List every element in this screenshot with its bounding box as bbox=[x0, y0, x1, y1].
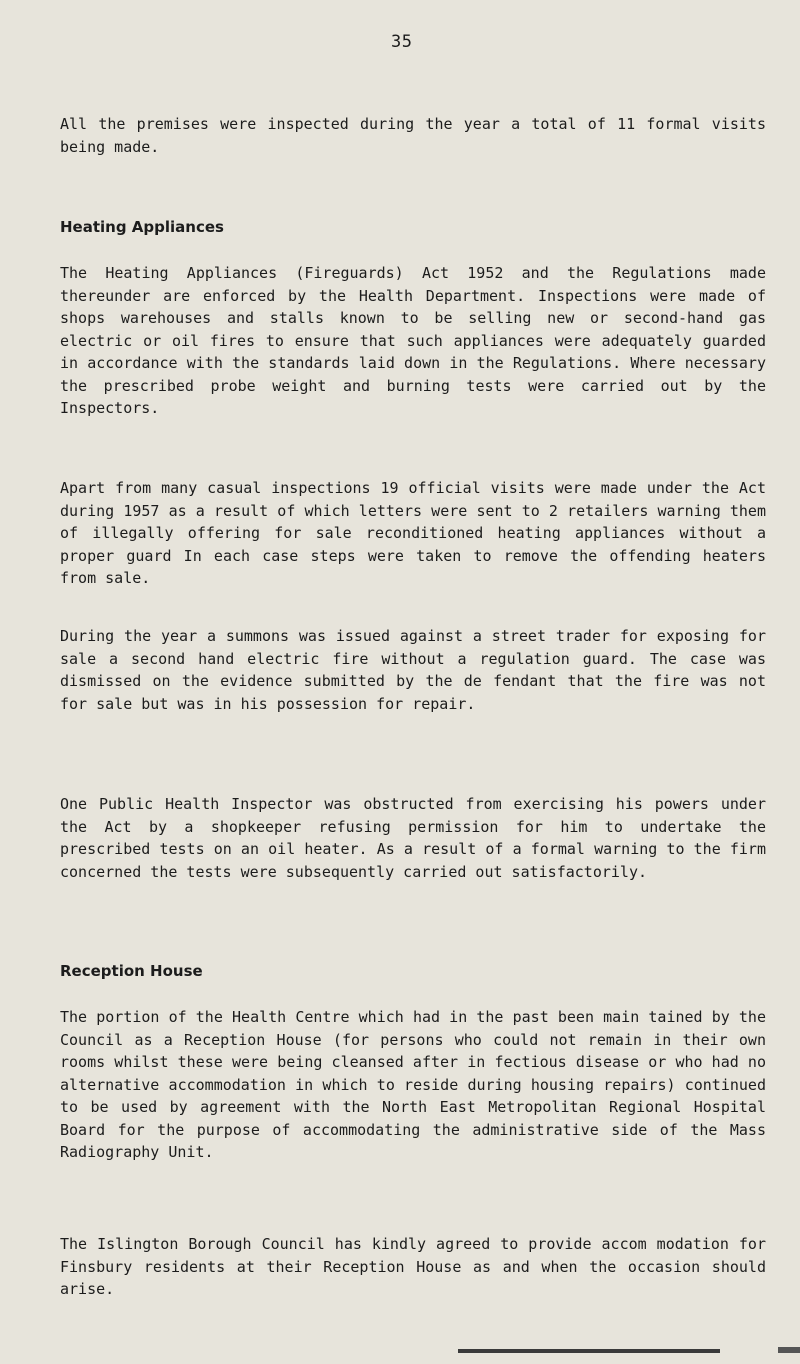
intro-paragraph: All the premises were inspected during the year a total of 11 formal visits being made. bbox=[60, 115, 766, 156]
heating-paragraph-3: During the year a summons was issued against a street trader for exposing for sale a second hand electric fire without a regulation guard. The case was dismissed on the evidence submitted by the de fendant that the fire was not for sale but was in his possession for repair. bbox=[60, 627, 766, 713]
reception-house-heading: Reception House bbox=[60, 962, 203, 980]
heating-paragraph-4: One Public Health Inspector was obstructed from exercising his powers under the Act by a shopkeeper refusing permission for him to undertake the prescribed tests on an oil heater. As a result of a formal warning to the firm concerned the tests were subsequently carried out satisfactorily. bbox=[60, 795, 766, 881]
bottom-rule-tail bbox=[778, 1347, 800, 1353]
bottom-rule bbox=[458, 1349, 720, 1353]
heating-appliances-heading: Heating Appliances bbox=[60, 218, 224, 236]
reception-paragraph-2: The Islington Borough Council has kindly agreed to provide accom modation for Finsbury residents at their Reception House as and when the occasion should arise. bbox=[60, 1235, 766, 1298]
page-number: 35 bbox=[391, 32, 413, 52]
heating-paragraph-2: Apart from many casual inspections 19 official visits were made under the Act during 1957 as a result of which letters were sent to 2 retailers warning them of illegally offering for sale reconditioned heating appliances without a proper guard In each case steps were taken to remove the offending heaters from sale. bbox=[60, 479, 766, 587]
reception-paragraph-1: The portion of the Health Centre which had in the past been main tained by the Council as a Reception House (for persons who could not remain in their own rooms whilst these were being cleansed after in fectious disease or who had no alternative accommodation in which to reside during housing repairs) continued to be used by agreement with the North East Metropolitan Regional Hospital Board for the purpose of accommodating the administrative side of the Mass Radiography Unit. bbox=[60, 1008, 766, 1161]
heating-paragraph-1: The Heating Appliances (Fireguards) Act 1952 and the Regulations made thereunder are enforced by the Health Department. Inspections were made of shops warehouses and stalls known to be selling new or second-hand gas electric or oil fires to ensure that such appliances were adequately guarded in accordance with the standards laid down in the Regulations. Where necessary the prescribed probe weight and burning tests were carried out by the Inspectors. bbox=[60, 264, 766, 417]
